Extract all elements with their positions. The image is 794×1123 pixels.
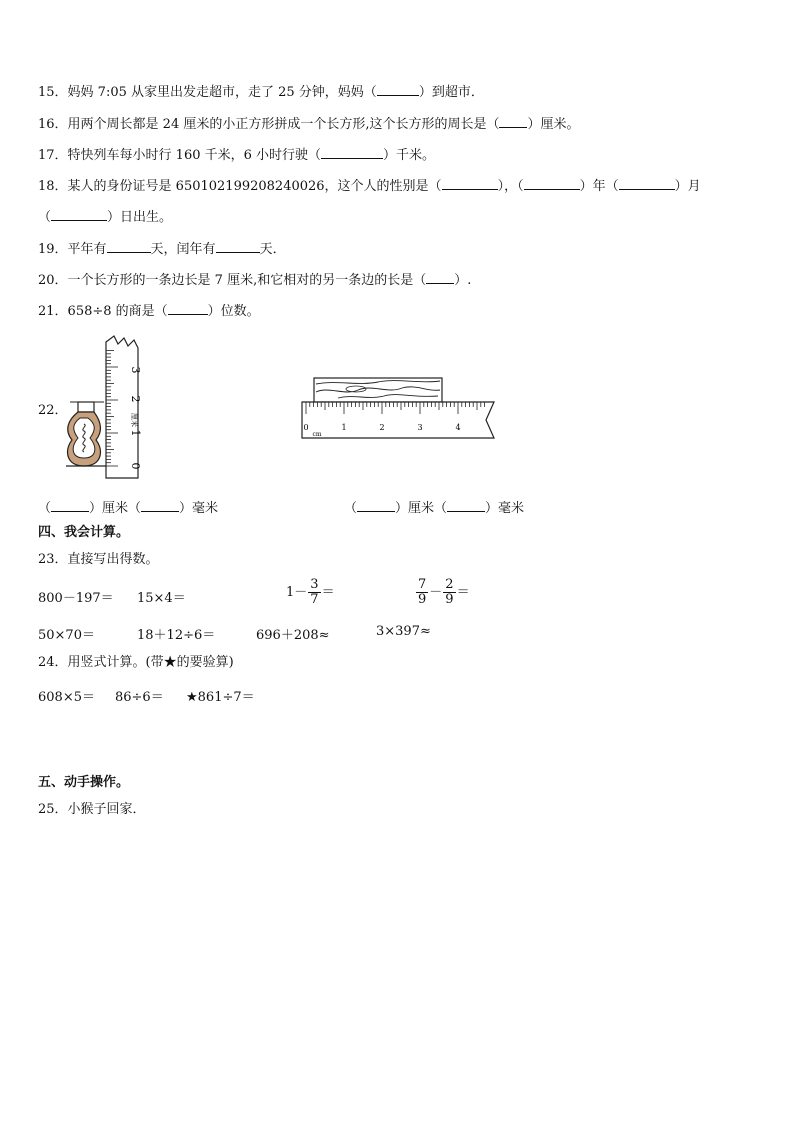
answer-blank-month[interactable]	[619, 177, 675, 190]
fraction: $\frac{7}{9}$	[418, 577, 427, 607]
ruler-unit-label: 厘米	[130, 413, 138, 427]
calc-23-2: 15×4＝	[137, 591, 186, 606]
bottle-icon	[68, 402, 101, 466]
answer-blank-day[interactable]	[51, 208, 107, 221]
calc-23-7: 696＋208≈	[256, 628, 330, 643]
question-22-left-answer: （ ）厘米（ ）毫米	[38, 501, 219, 516]
calc-23-8: 3×397≈	[376, 624, 431, 639]
ruler-label-0: 0	[129, 462, 142, 470]
question-16: 16．用两个周长都是 24 厘米的小正方形拼成一个长方形,这个长方形的周长是（ ）厘米。	[38, 117, 580, 132]
question-18: 18．某人的身份证号是 650102199208240026，这个人的性别是（ ），（ ）年（ ）月	[38, 179, 701, 194]
ruler-label-3: 3	[129, 366, 142, 374]
ruler-label-2: 2	[129, 395, 142, 403]
question-19: 19．平年有 天，闰年有 天．	[38, 242, 286, 257]
calc-23-5: 50×70＝	[38, 628, 95, 643]
section-5-title: 五、动手操作。	[38, 775, 130, 790]
answer-blank-year[interactable]	[524, 177, 580, 190]
calc-23-1: 800－197＝	[38, 591, 114, 606]
question-25-title: 25．小猴子回家．	[38, 802, 146, 817]
ruler-label-2: 2	[379, 423, 385, 432]
ruler-label-3: 3	[417, 423, 423, 432]
question-21: 21．658÷8 的商是（ ）位数。	[38, 304, 260, 319]
ruler-label-1: 1	[129, 429, 142, 437]
ruler-label-1: 1	[341, 423, 347, 432]
question-17: 17．特快列车每小时行 160 千米，6 小时行驶（ ）千米。	[38, 148, 436, 163]
question-22-number: 22．	[38, 403, 68, 418]
ruler-label-0: 0	[303, 423, 309, 432]
vertical-ruler-figure	[62, 332, 152, 482]
answer-blank-mm[interactable]	[447, 499, 485, 512]
answer-blank-cm[interactable]	[357, 499, 395, 512]
calc-24-1: 608×5＝	[38, 690, 95, 705]
answer-blank[interactable]	[499, 115, 527, 128]
fraction: $\frac{3}{7}$	[310, 577, 319, 607]
question-18-cont: （ ）日出生。	[38, 210, 173, 225]
calc-23-4: $\frac{7}{9}$ － $\frac{2}{9}$ ＝	[418, 577, 470, 607]
calc-24-3: ★861÷7＝	[186, 690, 255, 705]
answer-blank[interactable]	[377, 83, 419, 96]
fraction: $\frac{2}{9}$	[445, 577, 454, 607]
answer-blank-gender[interactable]	[442, 177, 498, 190]
calc-23-3: 1－ $\frac{3}{7}$ ＝	[286, 577, 335, 607]
calc-24-2: 86÷6＝	[115, 690, 164, 705]
answer-blank[interactable]	[168, 302, 208, 315]
ruler-label-4: 4	[455, 423, 461, 432]
answer-blank-mm[interactable]	[141, 499, 179, 512]
question-22-right-answer: （ ）厘米（ ）毫米	[344, 501, 525, 516]
answer-blank[interactable]	[426, 271, 454, 284]
horizontal-ruler-figure	[298, 372, 498, 442]
answer-blank[interactable]	[107, 240, 151, 253]
calc-23-6: 18＋12÷6＝	[137, 628, 216, 643]
answer-blank-cm[interactable]	[51, 499, 89, 512]
question-23-title: 23．直接写出得数。	[38, 552, 159, 567]
wood-block-icon	[314, 378, 442, 402]
question-20: 20．一个长方形的一条边长是 7 厘米,和它相对的另一条边的长是（ ）.	[38, 273, 472, 288]
answer-blank[interactable]	[216, 240, 260, 253]
answer-blank[interactable]	[321, 146, 383, 159]
section-4-title: 四、我会计算。	[38, 525, 130, 540]
question-24-title: 24．用竖式计算。(带★的要验算)	[38, 655, 234, 670]
ruler-unit-label: cm	[312, 431, 322, 438]
question-15: 15．妈妈 7:05 从家里出发走超市，走了 25 分钟，妈妈（ ）到超市．	[38, 85, 484, 100]
